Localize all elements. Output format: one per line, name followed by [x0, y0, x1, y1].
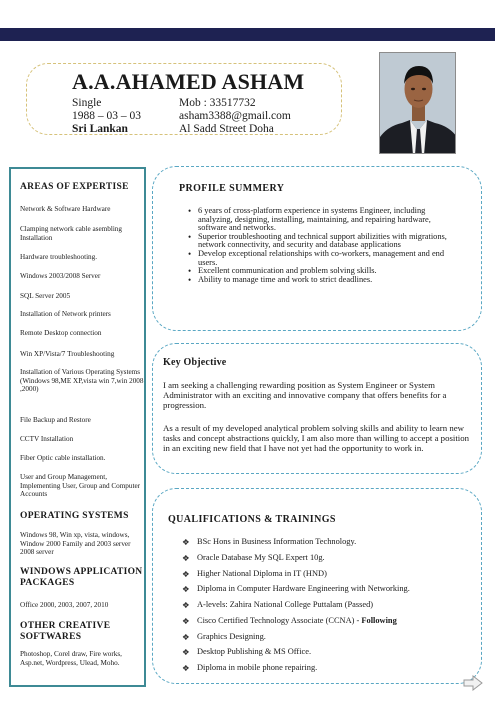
- qualification-item: ❖ Graphics Designing.: [182, 631, 266, 642]
- arrow-right-icon[interactable]: [463, 675, 483, 696]
- qualification-item: ❖ BSc Hons in Business Information Technology.: [182, 537, 357, 547]
- expertise-item: Win XP/Vista/7 Troubleshooting: [20, 350, 115, 358]
- profile-item: • Ability to manage time and work to strict deadlines.: [186, 276, 458, 285]
- diamond-bullet-icon: ❖: [182, 647, 190, 658]
- qualifications-list: [182, 537, 410, 679]
- diamond-bullet-icon: ❖: [182, 600, 190, 610]
- diamond-bullet-icon: ❖: [182, 631, 190, 642]
- expertise-heading: AREAS OF EXPERTISE: [20, 182, 129, 192]
- qualifications-panel: [152, 488, 482, 684]
- expertise-item: Installation of Various Operating Systems (Windows 98,ME XP,vista win 7,win 2008 ,2000): [20, 368, 144, 393]
- profile-item: • Develop exceptional relationships with co-workers, management and end users.: [186, 250, 458, 267]
- expertise-item: Network & Software Hardware: [20, 205, 111, 213]
- expertise-item: Windows 2003/2008 Server: [20, 272, 101, 280]
- diamond-bullet-icon: ❖: [182, 663, 190, 673]
- expertise-item: Installation of Network printers: [20, 310, 111, 318]
- qualification-item: ❖ A-levels: Zahira National College Puttalam (Passed): [182, 600, 374, 610]
- header-box: [26, 63, 342, 135]
- diamond-bullet-icon: ❖: [182, 552, 190, 563]
- profile-item: • Superior troubleshooting and technical support abilizities with migrations, network connectivity, and security and database applications: [186, 233, 458, 250]
- profile-summary-list: [186, 207, 458, 284]
- diamond-bullet-icon: ❖: [182, 537, 190, 547]
- apps-heading: WINDOWS APPLICATION PACKAGES: [20, 567, 143, 588]
- expertise-item: File Backup and Restore: [20, 416, 91, 424]
- nationality: Sri Lankan: [72, 123, 128, 135]
- profile-item: • 6 years of cross-platform experience in systems Engineer, including analyzing, designing, installing, maintaining, and repairing hardware, software and networks.: [186, 207, 458, 233]
- diamond-bullet-icon: ❖: [182, 568, 190, 579]
- skills-sidebar: [9, 167, 146, 687]
- expertise-item: SQL Server 2005: [20, 292, 71, 300]
- profile-summary-panel: [152, 166, 482, 331]
- objective-panel: [152, 343, 482, 474]
- os-text: Windows 98, Win xp, vista, windows, Window 2000 Family and 2003 server 2008 server: [20, 531, 131, 556]
- candidate-name: A.A.AHAMED ASHAM: [72, 69, 305, 94]
- qualification-item: ❖ Desktop Publishing & MS Office.: [182, 647, 312, 658]
- expertise-item: Hardware troubleshooting.: [20, 253, 98, 261]
- mobile-number: Mob : 33517732: [179, 97, 256, 109]
- qualification-item: ❖ Higher National Diploma in IT (HND): [182, 568, 327, 579]
- expertise-item: User and Group Management, Implementing User, Group and Computer Accounts: [20, 473, 141, 498]
- profile-photo: [379, 52, 456, 154]
- expertise-item: Remote Desktop connection: [20, 329, 102, 337]
- other-software-text: Photoshop, Corel draw, Fire works, Asp.net, Wordpress, Ulead, Moho.: [20, 650, 122, 667]
- ccna-status: Following: [361, 615, 397, 625]
- objective-paragraph: I am seeking a challenging rewarding position as System Engineer or System Administrator with an exciting and innovative company that offers benefits for a progression.: [163, 380, 447, 410]
- expertise-item: Fiber Optic cable installation.: [20, 454, 106, 462]
- objective-title: Key Objective: [163, 357, 227, 368]
- qualification-item: ❖ Oracle Database My SQL Expert 10g.: [182, 552, 325, 563]
- expertise-item: CCTV Installation: [20, 435, 74, 443]
- email-address: asham3388@gmail.com: [179, 110, 291, 122]
- expertise-item: Clamping network cable asembling Installation: [20, 225, 122, 242]
- top-bar: [0, 28, 495, 41]
- qualification-item: ❖ Cisco Certified Technology Associate (CCNA) - Following: [182, 615, 397, 626]
- qualification-item: ❖ Diploma in mobile phone repairing.: [182, 663, 318, 673]
- other-software-heading: OTHER CREATIVE SOFTWARES: [20, 621, 111, 642]
- profile-item: • Excellent communication and problem solving skills.: [186, 267, 458, 276]
- date-of-birth: 1988 – 03 – 03: [72, 110, 141, 122]
- diamond-bullet-icon: ❖: [182, 615, 190, 626]
- profile-summary-title: PROFILE SUMMERY: [179, 183, 285, 194]
- home-address: Al Sadd Street Doha: [179, 123, 274, 135]
- apps-text: Office 2000, 2003, 2007, 2010: [20, 601, 109, 609]
- os-heading: OPERATING SYSTEMS: [20, 511, 129, 521]
- marital-status: Single: [72, 97, 102, 109]
- qualifications-title: QUALIFICATIONS & TRAININGS: [168, 514, 336, 525]
- diamond-bullet-icon: ❖: [182, 584, 190, 595]
- qualification-item: ❖ Diploma in Computer Hardware Engineering with Networking.: [182, 584, 410, 595]
- objective-paragraph: As a result of my developed analytical problem solving skills and ability to learn new tasks and concept abstractions quickly, I am also more than willing to accept a position in an exciting new field that I have not yet had the opportunity to work in.: [163, 423, 470, 453]
